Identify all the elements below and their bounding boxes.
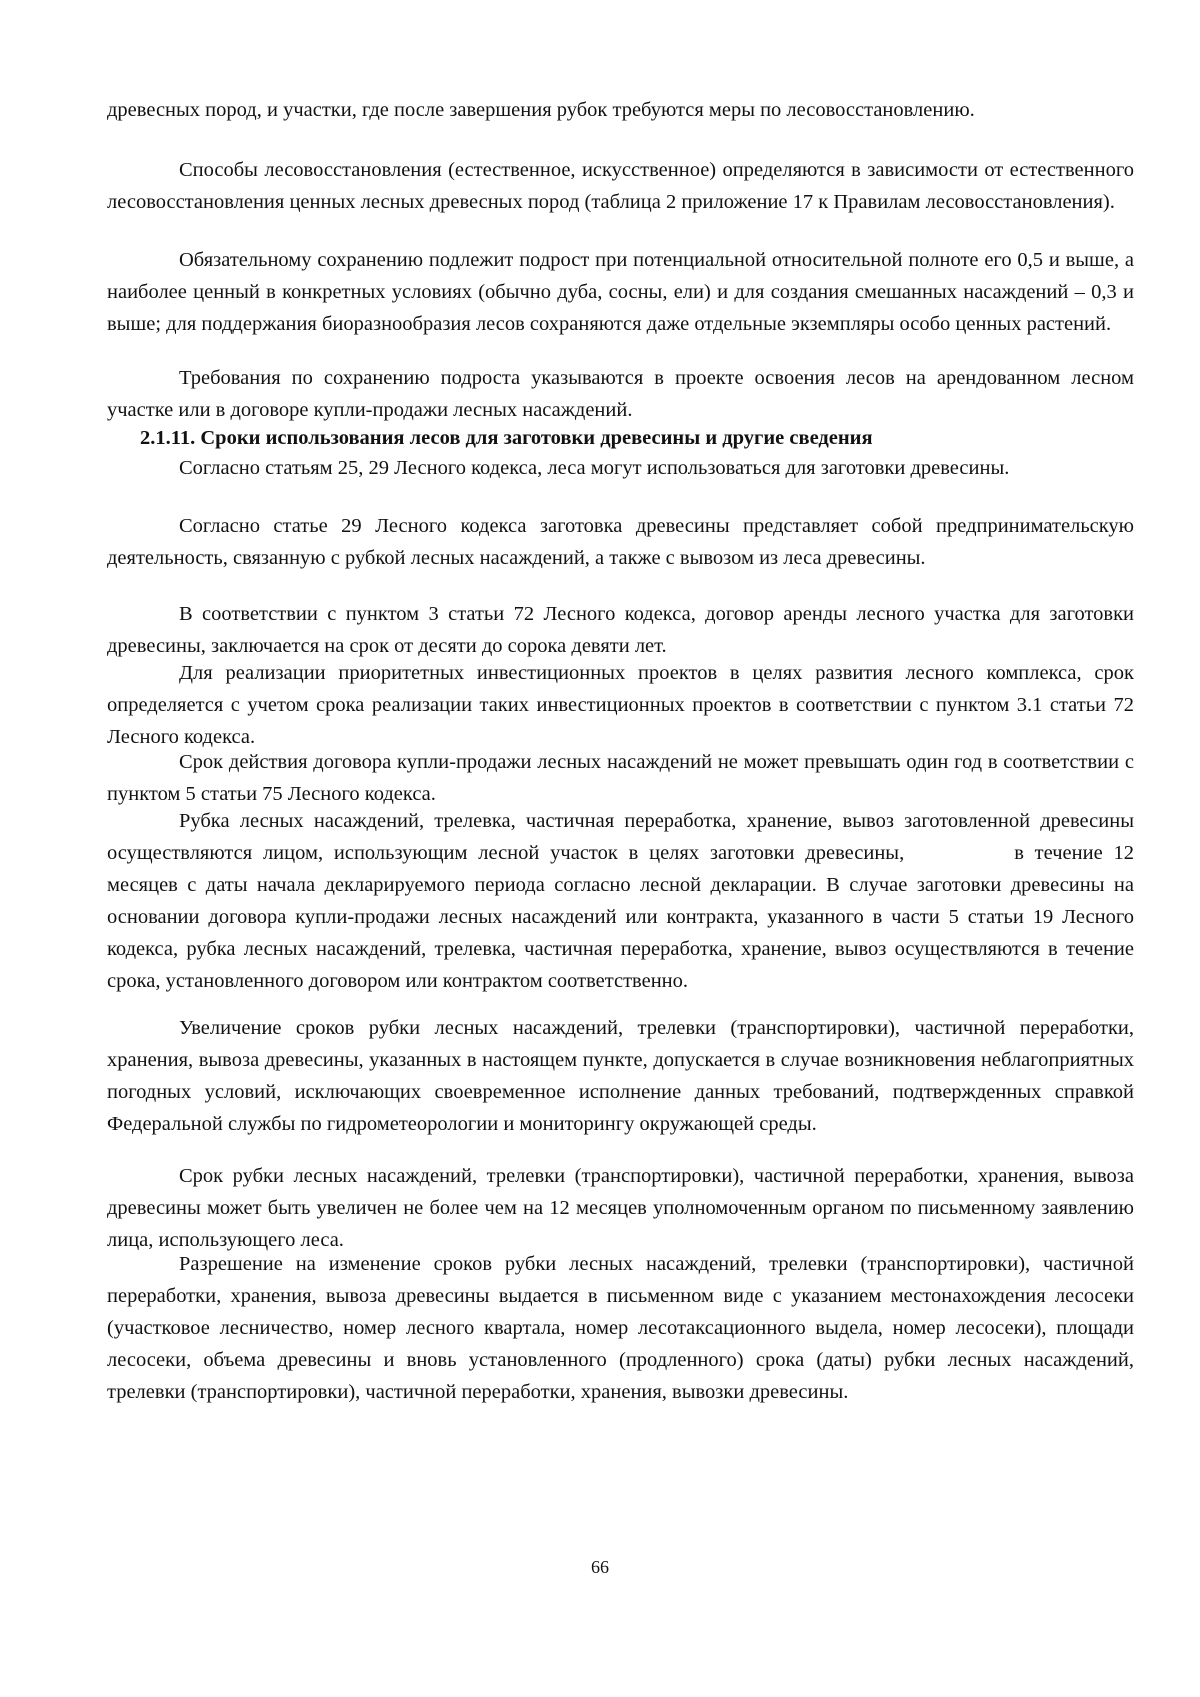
- paragraph: Увеличение сроков рубки лесных насаждений, трелевки (транспортировки), частичной переработки, хранения, вывоза древесины, указанных в настоящем пункте, допускается в случае возникновения неблагоприятных погодных условий, исключающих своевременное исполнение данных требований, подтвержденных справкой Федеральной службы по гидрометеорологии и мониторингу окружающей среды.: [107, 1017, 1134, 1135]
- paragraph: Согласно статьям 25, 29 Лесного кодекса, леса могут использоваться для заготовки древесины.: [179, 457, 1010, 479]
- paragraph-part: в течение 12 месяцев с даты начала декларируемого периода согласно лесной декларации. В случае заготовки древесины на основании договора купли-продажи лесных насаждений или контракта, указанного в части 5 статьи 19 Лесного кодекса, рубка лесных насаждений, трелевка, частичная переработка, хранение, вывоз осуществляются в течение срока, установленного договором или контрактом соответственно.: [107, 842, 1134, 992]
- paragraph: Срок действия договора купли-продажи лесных насаждений не может превышать один год в соответствии с пунктом 5 статьи 75 Лесного кодекса.: [107, 751, 1134, 805]
- page-number: 66: [591, 1557, 609, 1577]
- paragraph: древесных пород, и участки, где после завершения рубок требуются меры по лесовосстановлению.: [107, 99, 975, 121]
- paragraph: Согласно статье 29 Лесного кодекса заготовка древесины представляет собой предпринимательскую деятельность, связанную с рубкой лесных насаждений, а также с вывозом из леса древесины.: [107, 515, 1134, 569]
- paragraph: [107, 805, 1134, 997]
- paragraph-part: Рубка лесных насаждений, трелевка, частичная переработка, хранение, вывоз заготовленной древесины осуществляются лицом, использующим лесной участок в целях заготовки древесины,: [107, 810, 1134, 864]
- paragraph: Способы лесовосстановления (естественное, искусственное) определяются в зависимости от естественного лесовосстановления ценных лесных древесных пород (таблица 2 приложение 17 к Правилам лесовосстановления).: [107, 159, 1134, 213]
- paragraph: Срок рубки лесных насаждений, трелевки (транспортировки), частичной переработки, хранения, вывоза древесины может быть увеличен не более чем на 12 месяцев уполномоченным органом по письменному заявлению лица, использующего леса.: [107, 1165, 1134, 1251]
- paragraph: Разрешение на изменение сроков рубки лесных насаждений, трелевки (транспортировки), частичной переработки, хранения, вывоза древесины выдается в письменном виде с указанием местонахождения лесосеки (участковое лесничество, номер лесного квартала, номер лесотаксационного выдела, номер лесосеки), площади лесосеки, объема древесины и вновь установленного (продленного) срока (даты) рубки лесных насаждений, трелевки (транспортировки), частичной переработки, хранения, вывозки древесины.: [107, 1253, 1134, 1403]
- paragraph: Требования по сохранению подроста указываются в проекте освоения лесов на арендованном лесном участке или в договоре купли-продажи лесных насаждений.: [107, 367, 1134, 421]
- paragraph: В соответствии с пунктом 3 статьи 72 Лесного кодекса, договор аренды лесного участка для заготовки древесины, заключается на срок от десяти до сорока девяти лет.: [107, 603, 1134, 657]
- paragraph: Обязательному сохранению подлежит подрост при потенциальной относительной полноте его 0,5 и выше, а наиболее ценный в конкретных условиях (обычно дуба, сосны, ели) и для создания смешанных насаждений – 0,3 и выше; для поддержания биоразнообразия лесов сохраняются даже отдельные экземпляры особо ценных растений.: [107, 249, 1134, 335]
- section-heading: 2.1.11. Сроки использования лесов для заготовки древесины и другие сведения: [140, 427, 873, 449]
- paragraph: Для реализации приоритетных инвестиционных проектов в целях развития лесного комплекса, срок определяется с учетом срока реализации таких инвестиционных проектов в соответствии с пунктом 3.1 статьи 72 Лесного кодекса.: [107, 662, 1134, 748]
